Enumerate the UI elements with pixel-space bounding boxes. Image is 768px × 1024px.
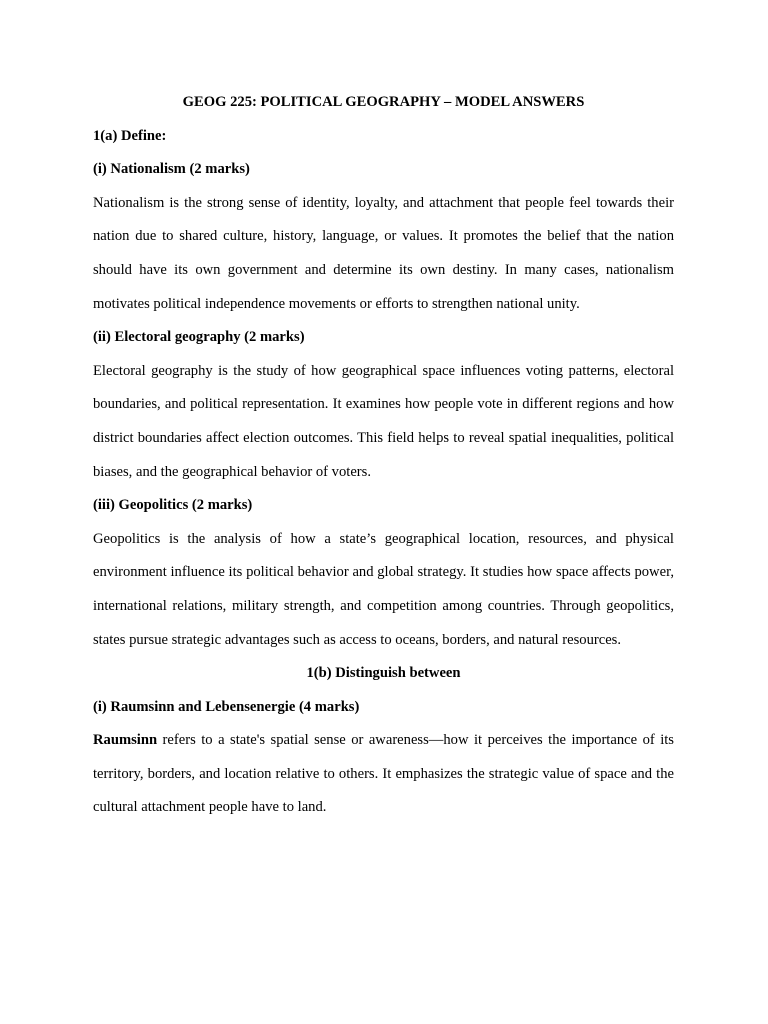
section-1b-heading: 1(b) Distinguish between [306, 665, 461, 682]
document-title: GEOG 225: POLITICAL GEOGRAPHY – MODEL ANSWERS [182, 94, 585, 110]
document-content [93, 86, 674, 825]
electoral-geography-heading: (ii) Electoral geography (2 marks) [93, 329, 305, 346]
geopolitics-heading: (iii) Geopolitics (2 marks) [93, 497, 253, 514]
raumsinn-lebensenergie-heading: (i) Raumsinn and Lebensenergie (4 marks) [93, 698, 360, 715]
raumsinn-paragraph [93, 724, 674, 825]
section-1a-heading: 1(a) Define: [93, 127, 167, 144]
raumsinn-definition: refers to a state's spatial sense or awareness—how it perceives the importance of its territory, borders, and location relative to others. It emphasizes the strategic value of space and the cultural attachment people have to land. [93, 732, 674, 816]
nationalism-heading: (i) Nationalism (2 marks) [93, 161, 250, 178]
electoral-geography-paragraph: Electoral geography is the study of how geographical space influences voting patterns, electoral boundaries, and political representation. It examines how people vote in different regions and how district boundaries affect election outcomes. This field helps to reveal spatial inequalities, political biases, and the geographical behavior of voters. [93, 362, 674, 480]
geopolitics-paragraph: Geopolitics is the analysis of how a state’s geographical location, resources, and physical environment influence its political behavior and global strategy. It studies how space affects power, international relations, military strength, and competition among countries. Through geopolitics, states pursue strategic advantages such as access to oceans, borders, and natural resources. [93, 530, 674, 648]
nationalism-paragraph: Nationalism is the strong sense of identity, loyalty, and attachment that people feel towards their nation due to shared culture, history, language, or values. It promotes the belief that the nation should have its own government and determine its own destiny. In many cases, nationalism motivates political independence movements or efforts to strengthen national unity. [93, 194, 674, 312]
raumsinn-term: Raumsinn [93, 732, 158, 749]
